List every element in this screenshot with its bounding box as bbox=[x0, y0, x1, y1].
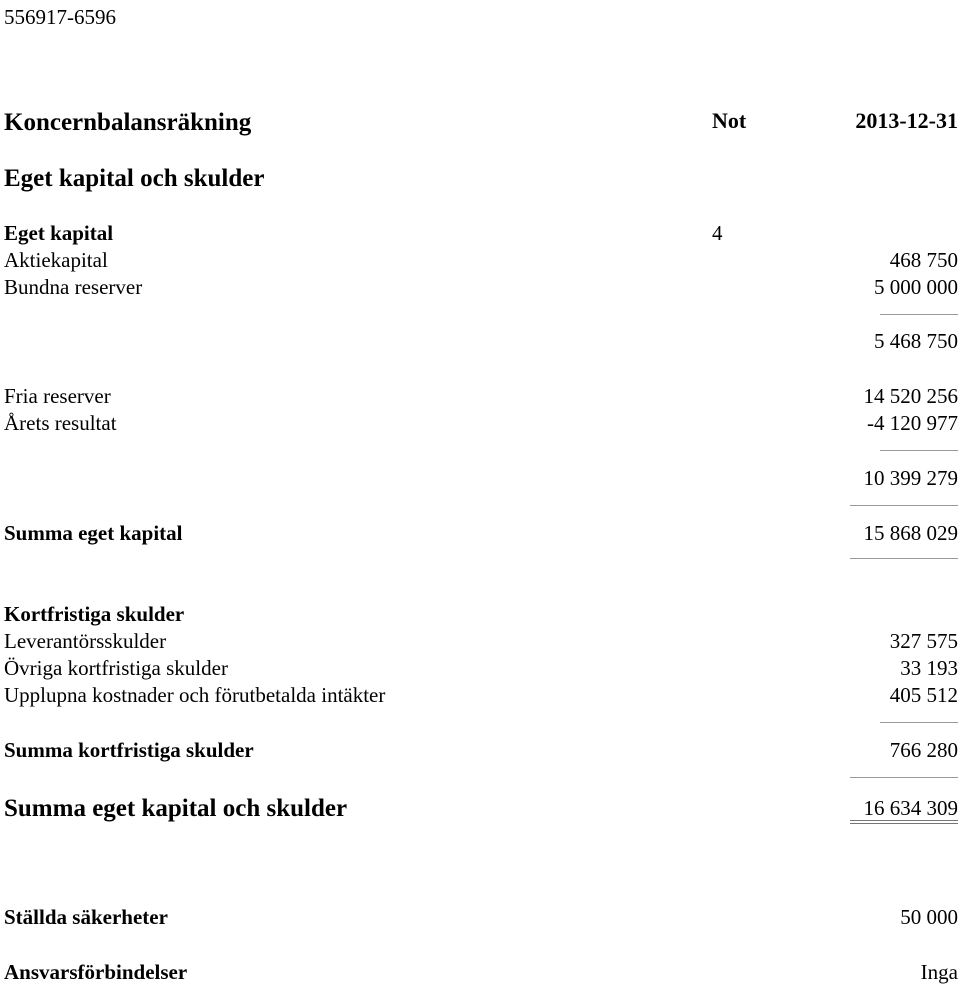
arets-resultat-label: Årets resultat bbox=[4, 411, 117, 435]
subtotal-rule bbox=[880, 450, 958, 451]
upplupna-kostnader-value: 405 512 bbox=[889, 683, 958, 707]
ovriga-skulder-label: Övriga kortfristiga skulder bbox=[4, 656, 228, 680]
summa-kortfristiga-skulder-value: 766 280 bbox=[889, 738, 958, 762]
total-rule bbox=[850, 777, 958, 778]
leverantorsskulder-value: 327 575 bbox=[889, 629, 958, 653]
aktiekapital-label: Aktiekapital bbox=[4, 248, 108, 272]
statement-title: Koncernbalansräkning bbox=[4, 109, 252, 136]
double-underline bbox=[850, 823, 958, 824]
contingent-liabilities-value: Inga bbox=[920, 960, 958, 984]
note-column-header: Not bbox=[712, 108, 747, 133]
bundna-reserver-label: Bundna reserver bbox=[4, 275, 143, 299]
upplupna-kostnader-label: Upplupna kostnader och förutbetalda intäkter bbox=[4, 683, 386, 707]
grand-total-label: Summa eget kapital och skulder bbox=[4, 795, 348, 822]
fria-reserver-value: 14 520 256 bbox=[863, 384, 958, 408]
aktiekapital-value: 468 750 bbox=[889, 248, 958, 272]
summa-eget-kapital-label: Summa eget kapital bbox=[4, 521, 183, 545]
date-column-header: 2013-12-31 bbox=[855, 108, 958, 133]
org-number: 556917-6596 bbox=[4, 5, 116, 29]
contingent-liabilities-label: Ansvarsförbindelser bbox=[4, 960, 188, 984]
pledged-assets-value: 50 000 bbox=[900, 905, 958, 929]
bundna-reserver-value: 5 000 000 bbox=[874, 275, 958, 299]
subtotal-rule bbox=[880, 722, 958, 723]
grand-total-value: 16 634 309 bbox=[863, 796, 958, 820]
section-title: Eget kapital och skulder bbox=[4, 165, 265, 192]
free-subtotal-value: 10 399 279 bbox=[863, 466, 958, 490]
equity-note: 4 bbox=[712, 221, 723, 245]
fria-reserver-label: Fria reserver bbox=[4, 384, 111, 408]
ovriga-skulder-value: 33 193 bbox=[900, 656, 958, 680]
restricted-subtotal-value: 5 468 750 bbox=[874, 329, 958, 353]
subtotal-rule bbox=[880, 314, 958, 315]
double-underline bbox=[850, 820, 958, 821]
summa-kortfristiga-skulder-label: Summa kortfristiga skulder bbox=[4, 738, 254, 762]
short-term-liabilities-heading: Kortfristiga skulder bbox=[4, 602, 185, 626]
summa-eget-kapital-value: 15 868 029 bbox=[863, 521, 958, 545]
leverantorsskulder-label: Leverantörsskulder bbox=[4, 629, 167, 653]
pledged-assets-label: Ställda säkerheter bbox=[4, 905, 168, 929]
total-rule bbox=[850, 505, 958, 506]
arets-resultat-value: -4 120 977 bbox=[867, 411, 958, 435]
equity-heading: Eget kapital bbox=[4, 221, 114, 245]
total-rule bbox=[850, 558, 958, 559]
